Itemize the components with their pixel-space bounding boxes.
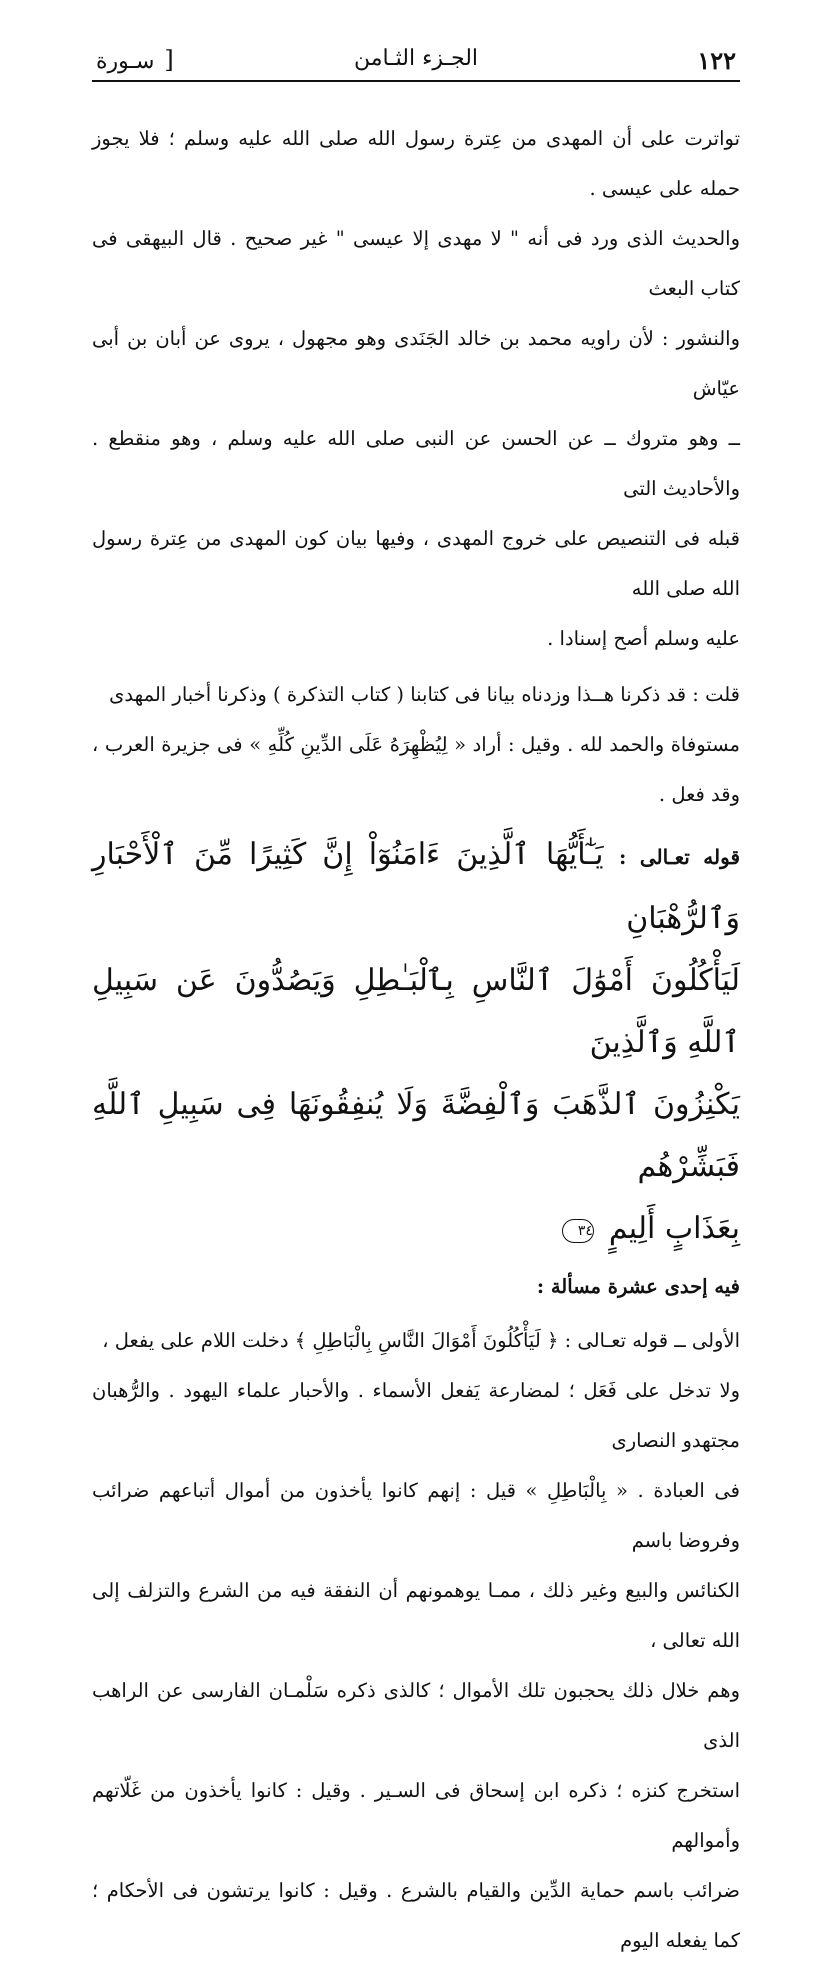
text-line: وهم خلال ذلك يحجبون تلك الأموال ؛ كالذى ذكره سَلْمـان الفارسى عن الراهب الذى [92,1679,740,1752]
text-line: عليه وسلم أصح إسنادا . [547,627,740,650]
part-title: الجـزء الثـامن [353,46,479,71]
text-line: والحديث الذى ورد فى أنه " لا مهدى إلا عيسى " غير صحيح . قال البيهقى فى كتاب البعث [92,227,740,300]
bracket-glyph: [ [164,46,174,74]
text-line: مستوفاة والحمد لله . وقيل : أراد « لِيُظْهِرَهُ عَلَى الدِّينِ كُلِّهِ » فى جزيرة العرب ، وقد فعل . [92,733,740,806]
text-line: قبله فى التنصيص على خروج المهدى ، وفيها بيان كون المهدى من عِترة رسول الله صلى الله [92,527,740,600]
text-line: الكنائس والبيع وغير ذلك ، ممـا يوهمونهم أن النفقة فيه من الشرع والتزلف إلى الله تعالى ، [92,1579,740,1652]
page-body [92,114,740,1966]
text-line: الأولى ــ قوله تعـالى : ﴿ لَيَأْكُلُونَ أَمْوَالَ النَّاسِ بِالْبَاطِلِ ﴾ دخلت اللام على يفعل ، [102,1329,740,1352]
paragraph-mahdi [92,114,740,664]
text-line: ضرائب باسم حماية الدِّين والقيام بالشرع . وقيل : كانوا يرتشون فى الأحكام ؛ كما يفعله اليوم [92,1879,740,1952]
verse-text: يَـٰٓأَيُّهَا ٱلَّذِينَ ءَامَنُوٓاْ إِنَّ كَثِيرًا مِّنَ ٱلْأَحْبَارِ وَٱلرُّهْبَانِ [92,837,740,936]
text-line: ــ وهو متروك ــ عن الحسن عن النبى صلى الله عليه وسلم ، وهو منقطع . والأحاديث التى [92,427,740,500]
verse-line [92,824,740,950]
text-line: فيه إحدى عشرة مسألة : [536,1275,740,1298]
ayah-number-badge: ٣٤ [562,1219,594,1243]
surah-label [96,46,174,74]
page-header [92,36,740,82]
paragraph-qult [92,670,740,820]
book-page [92,36,741,1952]
text-line: فى العبادة . « بِالْبَاطِلِ » قيل : إنهم كانوا يأخذون من أموال أتباعهم ضرائب وفروضا باسم [92,1479,740,1552]
verse-line [92,1198,740,1260]
paragraph-masail [92,1262,740,1312]
text-line: تواترت على أن المهدى من عِترة رسول الله صلى الله عليه وسلم ؛ فلا يجوز حمله على عيسى . [92,127,740,200]
surah-label-text: سـورة [96,49,155,74]
verse-lead: قوله تعـالى : [618,845,741,869]
page-number: ١٢٢ [697,46,736,75]
text-line: استخرج كنزه ؛ ذكره ابن إسحاق فى السـير . وقيل : كانوا يأخذون من غَلّاتهم وأموالهم [92,1779,740,1852]
quran-verse-block [92,824,740,1260]
verse-text: بِعَذَابٍ أَلِيمٍ [608,1211,740,1246]
verse-line: لَيَأْكُلُونَ أَمْوَٰلَ ٱلنَّاسِ بِٱلْبَـٰطِلِ وَيَصُدُّونَ عَن سَبِيلِ ٱللَّهِ وَٱلَّذِينَ [92,963,740,1060]
paragraph-first-issue [92,1316,740,1966]
text-line: قلت : قد ذكرنا هــذا وزدناه بيانا فى كتابنا ( كتاب التذكرة ) وذكرنا أخبار المهدى [109,683,740,706]
text-line: والنشور : لأن راويه محمد بن خالد الجَنَدى وهو مجهول ، يروى عن أبان بن أبى عيّاش [92,327,740,400]
text-line: ولا تدخل على فَعَل ؛ لمضارعة يَفعل الأسماء . والأحبار علماء اليهود . والرُّهبان مجتهدو النصارى [92,1379,740,1452]
verse-line: يَكْنِزُونَ ٱلذَّهَبَ وَٱلْفِضَّةَ وَلَا يُنفِقُونَهَا فِى سَبِيلِ ٱللَّهِ فَبَشِّرْهُم [92,1087,740,1184]
